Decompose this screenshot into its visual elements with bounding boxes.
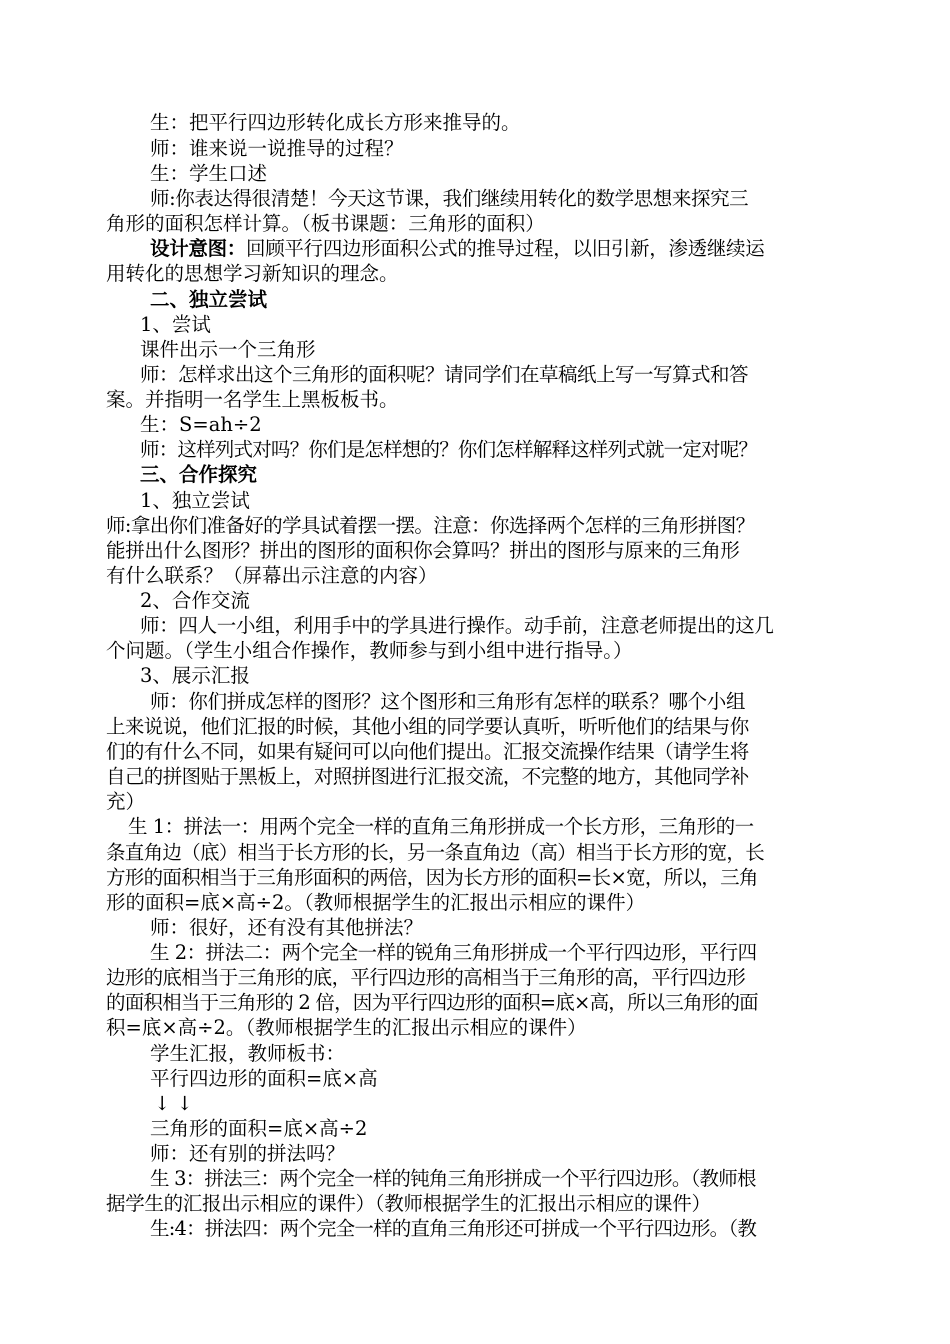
section-heading: 二、独立尝试 bbox=[150, 288, 268, 311]
paragraph-line: 用转化的思想学习新知识的理念。 bbox=[106, 262, 399, 285]
paragraph-line: 上来说说，他们汇报的时候，其他小组的同学要认真听，听听他们的结果与你 bbox=[106, 715, 749, 738]
dialogue-line: 生:4：拼法四：两个完全一样的直角三角形还可拼成一个平行四边形。（教 bbox=[150, 1217, 757, 1240]
dialogue-line: 师：很好，还有没有其他拼法？ bbox=[150, 916, 424, 939]
paragraph-line: 学生汇报，教师板书： bbox=[150, 1042, 346, 1065]
subsection-heading: 3、展示汇报 bbox=[140, 664, 250, 687]
paragraph-line: 充） bbox=[106, 790, 146, 813]
dialogue-line: 师：这样列式对吗？你们是怎样想的？你们怎样解释这样列式就一定对呢？ bbox=[140, 438, 758, 461]
dialogue-line: 生 3：拼法三：两个完全一样的钝角三角形拼成一个平行四边形。（教师根 bbox=[150, 1167, 756, 1190]
dialogue-line: 师：还有别的拼法吗？ bbox=[150, 1142, 346, 1165]
subsection-heading: 2、合作交流 bbox=[140, 589, 250, 612]
paragraph-line: 个问题。（学生小组合作操作，教师参与到小组中进行指导。） bbox=[106, 639, 633, 662]
paragraph-line: 自己的拼图贴于黑板上，对照拼图进行汇报交流，不完整的地方，其他同学补 bbox=[106, 765, 749, 788]
subsection-heading: 1、尝试 bbox=[140, 313, 211, 336]
paragraph-line: 形的面积=底×高÷2。（教师根据学生的汇报出示相应的课件） bbox=[106, 891, 646, 914]
paragraph-line: 的面积相当于三角形的 2 倍，因为平行四边形的面积=底×高，所以三角形的面 bbox=[106, 991, 758, 1014]
dialogue-line: 生：学生口述 bbox=[150, 162, 268, 185]
dialogue-line: 生 2：拼法二：两个完全一样的锐角三角形拼成一个平行四边形，平行四 bbox=[150, 941, 757, 964]
arrow-line: ↓ ↓ bbox=[154, 1092, 193, 1115]
design-intent-line bbox=[150, 237, 764, 261]
dialogue-line: 师：谁来说一说推导的过程？ bbox=[150, 137, 404, 160]
dialogue-line: 生：把平行四边形转化成长方形来推导的。 bbox=[150, 111, 521, 134]
dialogue-line: 师：你们拼成怎样的图形？这个图形和三角形有怎样的联系？哪个小组 bbox=[150, 690, 746, 713]
dialogue-line: 生 1：拼法一：用两个完全一样的直角三角形拼成一个长方形，三角形的一 bbox=[128, 815, 754, 838]
design-intent-label: 设计意图： bbox=[150, 237, 247, 260]
formula-line: 平行四边形的面积=底×高 bbox=[150, 1067, 378, 1090]
paragraph-line: 积=底×高÷2。（教师根据学生的汇报出示相应的课件） bbox=[106, 1016, 587, 1039]
paragraph-line: 有什么联系？（屏幕出示注意的内容） bbox=[106, 564, 438, 587]
paragraph-line: 边形的底相当于三角形的底，平行四边形的高相当于三角形的高，平行四边形 bbox=[106, 966, 746, 989]
section-heading: 三、合作探究 bbox=[140, 463, 258, 486]
paragraph-line: 课件出示一个三角形 bbox=[140, 338, 316, 361]
design-intent-text: 回顾平行四边形面积公式的推导过程，以旧引新，渗透继续运 bbox=[246, 237, 765, 260]
subsection-heading: 1、独立尝试 bbox=[140, 489, 250, 512]
dialogue-line: 师：四人一小组，利用手中的学具进行操作。动手前，注意老师提出的这几 bbox=[140, 614, 774, 637]
dialogue-line: 案。并指明一名学生上黑板板书。 bbox=[106, 388, 399, 411]
dialogue-line: 师:你表达得很清楚！今天这节课，我们继续用转化的数学思想来探究三 bbox=[150, 187, 749, 210]
paragraph-line: 能拼出什么图形？拼出的图形的面积你会算吗？拼出的图形与原来的三角形 bbox=[106, 539, 740, 562]
formula-line: 三角形的面积=底×高÷2 bbox=[150, 1117, 368, 1140]
dialogue-line: 生：S=ah÷2 bbox=[140, 413, 262, 436]
paragraph-line: 们的有什么不同，如果有疑问可以向他们提出。汇报交流操作结果（请学生将 bbox=[106, 740, 749, 763]
paragraph-line: 方形的面积相当于三角形面积的两倍，因为长方形的面积=长×宽，所以，三角 bbox=[106, 866, 758, 889]
dialogue-line: 师:拿出你们准备好的学具试着摆一摆。注意：你选择两个怎样的三角形拼图？ bbox=[106, 514, 755, 537]
dialogue-line: 角形的面积怎样计算。（板书课题：三角形的面积） bbox=[106, 212, 545, 235]
dialogue-line: 师：怎样求出这个三角形的面积呢？请同学们在草稿纸上写一写算式和答 bbox=[140, 363, 749, 386]
paragraph-line: 据学生的汇报出示相应的课件）（教师根据学生的汇报出示相应的课件） bbox=[106, 1192, 711, 1215]
paragraph-line: 条直角边（底）相当于长方形的长，另一条直角边（高）相当于长方形的宽，长 bbox=[106, 841, 765, 864]
